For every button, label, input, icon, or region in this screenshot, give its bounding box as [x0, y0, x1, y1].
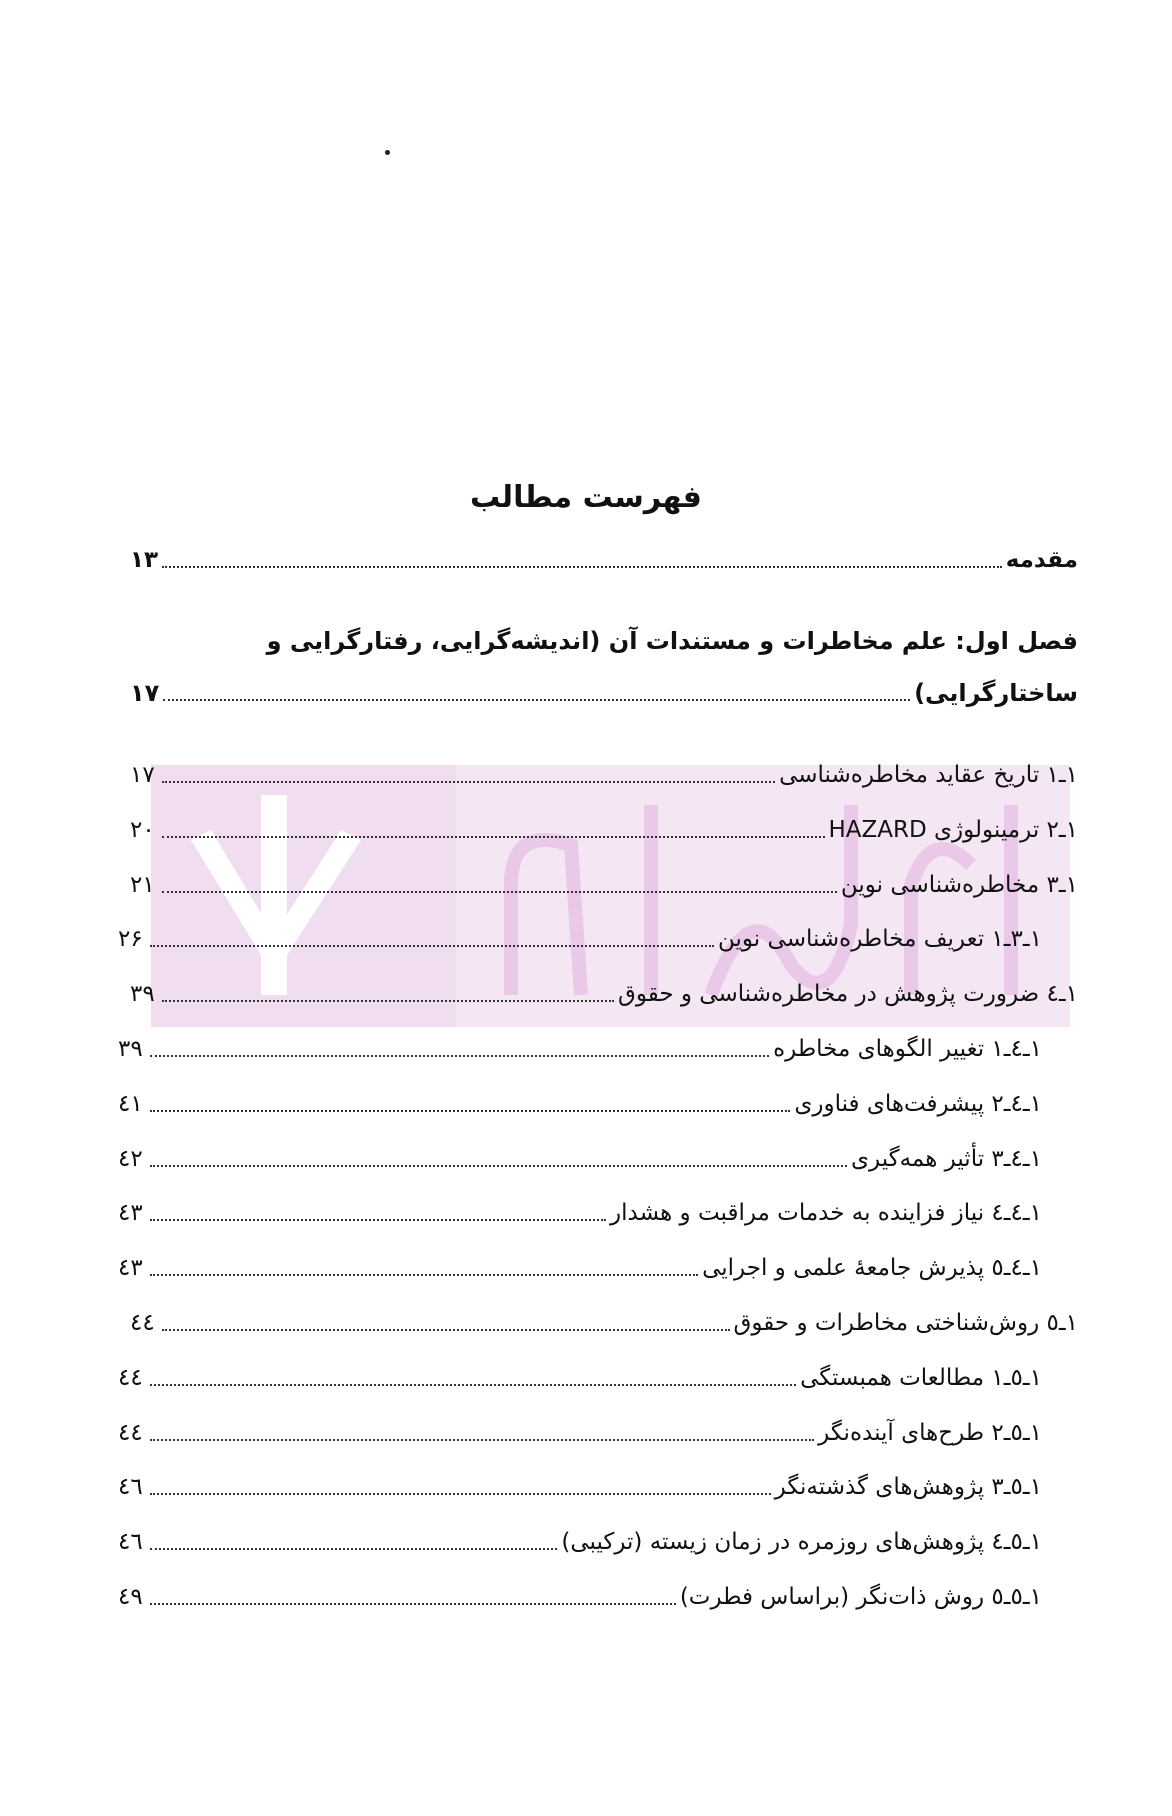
entry-label: ۱ـ٤ـ۱ تغییر الگوهای مخاطره: [773, 1036, 1042, 1062]
entry-label: ۱ـ٤ـ٤ نیاز فزاینده به خدمات مراقبت و هشدار: [610, 1200, 1042, 1227]
toc-entry[interactable]: [118, 1034, 1042, 1064]
entry-page: ٤٦: [118, 1529, 143, 1556]
entry-page: ٤۹: [118, 1584, 143, 1610]
toc-entry[interactable]: [118, 1418, 1042, 1448]
toc-entry[interactable]: [118, 1253, 1042, 1283]
entry-label: ۱ـ٤ ضرورت پژوهش در مخاطره‌شناسی و حقوق: [618, 981, 1078, 1008]
entry-page: ٤۱: [118, 1090, 143, 1117]
entry-label: ۱ـ۳ مخاطره‌شناسی نوین: [840, 871, 1078, 898]
dot-leader: [150, 944, 714, 947]
entry-label: ۱ـ٥ روش‌شناختی مخاطرات و حقوق: [733, 1310, 1078, 1336]
entry-page: ۲۶: [118, 926, 143, 953]
dot-leader: [162, 1328, 730, 1331]
toc-entry[interactable]: [118, 1144, 1042, 1174]
entry-label: ۱ـ۱ تاریخ عقاید مخاطره‌شناسی: [779, 762, 1078, 788]
dot-leader: [162, 780, 775, 783]
entry-label: ۱ـ٥ـ٤ پژوهش‌های روزمره در زمان زیسته (ترکیبی): [561, 1529, 1042, 1556]
toc-entry-intro[interactable]: [130, 545, 1078, 575]
entry-label: ۱ـ٤ـ۲ پیشرفت‌های فناوری: [794, 1090, 1042, 1117]
toc-entry[interactable]: [118, 1089, 1042, 1119]
entry-label: ۱ـ۳ـ۱ تعریف مخاطره‌شناسی نوین: [718, 926, 1042, 953]
toc-entry[interactable]: [118, 1582, 1042, 1612]
toc-entry[interactable]: [118, 1472, 1042, 1502]
toc-entry-chapter1[interactable]: [130, 678, 1078, 708]
entry-label: ۱ـ٤ـ۳ تأثیر همه‌گیری: [851, 1145, 1042, 1172]
entry-page: ۳۹: [130, 981, 155, 1008]
toc-entry[interactable]: [118, 1363, 1042, 1393]
entry-page: ۲۱: [130, 871, 155, 898]
dot-leader: [150, 1218, 606, 1221]
entry-page: ۱۷: [130, 762, 155, 788]
toc-entry[interactable]: [118, 924, 1042, 954]
stray-mark: [385, 150, 390, 155]
entry-label: ۱ـ۲ ترمینولوژی HAZARD: [828, 816, 1078, 843]
dot-leader: [163, 698, 910, 701]
dot-leader: [150, 1109, 790, 1112]
entry-page: ٤٦: [118, 1474, 143, 1501]
entry-page: ٤٤: [130, 1310, 155, 1336]
entry-label: ۱ـ٥ـ٥ روش ذات‌نگر (براساس فطرت): [679, 1584, 1042, 1610]
toc-entry[interactable]: [130, 870, 1078, 900]
dot-leader: [150, 1054, 769, 1057]
dot-leader: [162, 835, 825, 838]
dot-leader: [162, 565, 1002, 568]
entry-label: ۱ـ٥ـ۳ پژوهش‌های گذشته‌نگر: [774, 1474, 1042, 1501]
entry-label: مقدمه: [1005, 547, 1078, 573]
toc-entry[interactable]: [118, 1198, 1042, 1228]
entry-page: ٤٤: [118, 1419, 143, 1446]
entry-page: ٤۲: [118, 1145, 143, 1172]
entry-page: ۳۹: [118, 1036, 143, 1062]
entry-label: ۱ـ٤ـ٥ پذیرش جامعهٔ علمی و اجرایی: [702, 1255, 1042, 1282]
entry-label: ۱ـ٥ـ۲ طرح‌های آینده‌نگر: [818, 1419, 1042, 1446]
toc-entry[interactable]: [130, 815, 1078, 845]
dot-leader: [162, 999, 614, 1002]
toc-entry[interactable]: [130, 1308, 1078, 1338]
dot-leader: [162, 890, 837, 893]
entry-page: ۱۷: [130, 679, 160, 707]
toc-entry[interactable]: [130, 760, 1078, 790]
entry-label: ساختارگرایی): [914, 679, 1078, 707]
entry-page: ٤۳: [118, 1255, 143, 1282]
dot-leader: [150, 1273, 698, 1276]
entry-page: ۱۳: [130, 547, 159, 573]
dot-leader: [150, 1438, 814, 1441]
entry-page: ۲۰: [130, 816, 155, 843]
entry-page: ٤۳: [118, 1200, 143, 1227]
entry-page: ٤٤: [118, 1364, 143, 1391]
dot-leader: [150, 1383, 796, 1386]
dot-leader: [150, 1164, 847, 1167]
dot-leader: [150, 1547, 557, 1550]
dot-leader: [150, 1602, 676, 1605]
entry-label: ۱ـ٥ـ۱ مطالعات همبستگی: [800, 1364, 1042, 1391]
dot-leader: [150, 1492, 771, 1495]
page-title: فهرست مطالب: [470, 480, 702, 515]
toc-entry[interactable]: [130, 979, 1078, 1009]
chapter-title-line1: فصل اول: علم مخاطرات و مستندات آن (اندیشه‌گرایی، رفتارگرایی و: [266, 627, 1078, 655]
toc-entry[interactable]: [118, 1527, 1042, 1557]
